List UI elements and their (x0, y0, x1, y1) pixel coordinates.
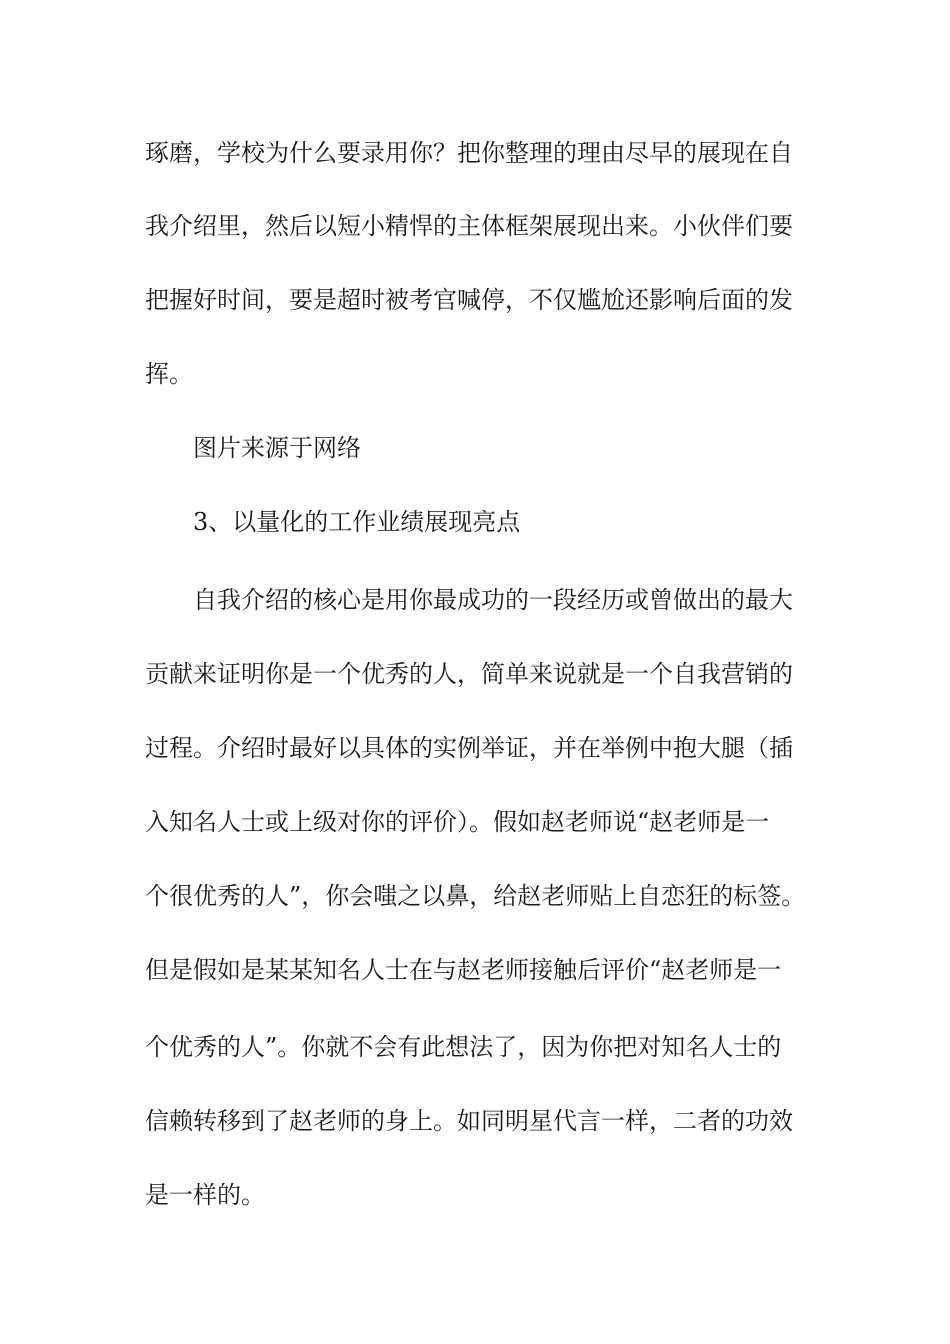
paragraph-line: 挥。 (145, 360, 193, 388)
paragraph-line: 个优秀的人”。你就不会有此想法了，因为你把对知名人士的 (145, 1033, 782, 1061)
section-heading: 3、以量化的工作业绩展现亮点 (193, 508, 521, 536)
paragraph-line: 个很优秀的人”，你会嗤之以鼻，给赵老师贴上自恋狂的标签。 (145, 882, 806, 910)
paragraph-line: 自我介绍的核心是用你最成功的一段经历或曾做出的最大 (193, 586, 793, 614)
paragraph-line: 贡献来证明你是一个优秀的人，简单来说就是一个自我营销的 (145, 660, 793, 688)
paragraph-line: 信赖转移到了赵老师的身上。如同明星代言一样，二者的功效 (145, 1107, 793, 1135)
paragraph-line: 入知名人士或上级对你的评价）。假如赵老师说“赵老师是一 (145, 808, 770, 836)
paragraph-line: 我介绍里，然后以短小精悍的主体框架展现出来。小伙伴们要 (145, 212, 793, 240)
paragraph-line: 但是假如是某某知名人士在与赵老师接触后评价“赵老师是一 (145, 956, 782, 984)
paragraph-line: 把握好时间，要是超时被考官喊停，不仅尴尬还影响后面的发 (145, 286, 793, 314)
paragraph-line: 是一样的。 (145, 1181, 265, 1209)
paragraph-line: 琢磨，学校为什么要录用你？把你整理的理由尽早的展现在自 (145, 139, 793, 167)
paragraph-line: 过程。介绍时最好以具体的实例举证，并在举例中抱大腿（插 (145, 734, 793, 762)
image-source-caption: 图片来源于网络 (193, 434, 361, 462)
